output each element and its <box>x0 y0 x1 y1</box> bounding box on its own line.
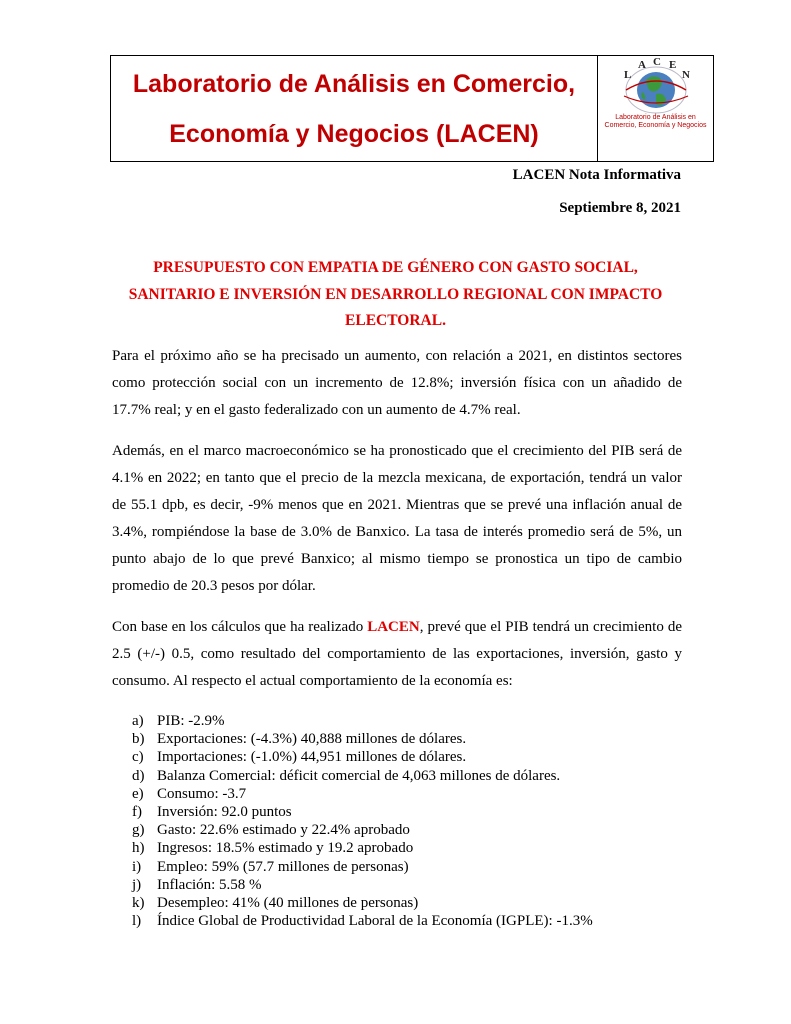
list-marker: c) <box>132 749 144 766</box>
globe-logo-icon <box>598 56 713 116</box>
list-item <box>132 839 593 857</box>
document-date: Septiembre 8, 2021 <box>559 200 681 216</box>
logo-letter-a: A <box>638 59 646 71</box>
paragraph-3-text-after: , prevé que el PIB tendrá un crecimiento de 2.5 (+/-) 0.5, como resultado del comportamiento de las exportaciones, inversión, gasto y consumo. Al respecto el actual comportamiento de la economía es: <box>112 619 682 689</box>
list-item <box>132 912 593 930</box>
list-item-text: Ingresos: 18.5% estimado y 19.2 aprobado <box>157 840 414 857</box>
title-line-1: Laboratorio de Análisis en Comercio, <box>132 69 576 98</box>
list-marker: b) <box>132 731 145 748</box>
paragraph-3 <box>112 614 682 695</box>
list-marker: a) <box>132 713 144 729</box>
list-marker: k) <box>132 894 145 911</box>
logo-caption <box>598 114 713 130</box>
paragraph-1: Para el próximo año se ha precisado un aumento, con relación a 2021, en distintos sectores como protección social con un incremento de 12.8%; inversión física con un añadido de 17.7% real; y en el gasto federalizado con un aumento de 4.7% real. <box>112 348 682 418</box>
list-item-text: Desempleo: 41% (40 millones de personas) <box>157 894 419 911</box>
list-item-text: Balanza Comercial: déficit comercial de 4,063 millones de dólares. <box>157 767 561 784</box>
paragraph-3-text-before: Con base en los cálculos que ha realizado <box>112 619 368 635</box>
title-line-2: Economía y Negocios (LACEN) <box>169 119 539 148</box>
logo-letter-c: C <box>653 56 661 68</box>
list-item-text: Gasto: 22.6% estimado y 22.4% aprobado <box>157 822 410 839</box>
logo-caption-line-2: Comercio, Economía y Negocios <box>604 122 707 129</box>
header-box <box>110 55 714 162</box>
list-item-text: Índice Global de Productividad Laboral de la Economía (IGPLE): -1.3% <box>157 913 593 930</box>
header-title <box>111 56 598 161</box>
document-type: LACEN Nota Informativa <box>512 167 681 183</box>
lacen-logo <box>598 56 713 161</box>
list-marker: d) <box>132 767 145 784</box>
list-item-text: Consumo: -3.7 <box>157 785 247 802</box>
logo-caption-line-1: Laboratorio de Análisis en <box>615 114 696 121</box>
list-item-text: PIB: -2.9% <box>157 713 225 729</box>
headline-line-2: SANITARIO E INVERSIÓN EN DESARROLLO REGIONAL CON IMPACTO <box>128 285 663 303</box>
indicator-list <box>132 712 593 930</box>
list-item <box>132 876 593 894</box>
list-item-text: Importaciones: (-1.0%) 44,951 millones de dólares. <box>157 749 467 766</box>
list-item-text: Inversión: 92.0 puntos <box>157 803 292 820</box>
list-item <box>132 858 593 876</box>
list-marker: j) <box>132 876 142 893</box>
list-marker: e) <box>132 785 144 802</box>
list-item <box>132 821 593 839</box>
list-item <box>132 894 593 912</box>
paragraph-3-lacen-highlight: LACEN <box>367 619 420 635</box>
list-item <box>132 785 593 803</box>
list-item <box>132 730 593 748</box>
paragraph-2: Además, en el marco macroeconómico se ha pronosticado que el crecimiento del PIB será de 4.1% en 2022; en tanto que el precio de la mezcla mexicana, de exportación, tendrá un valor de 55.1 dpb, es decir, -9% menos que en 2021. Mientras que se prevé una inflación anual de 3.4%, rompiéndose la base de 3.0% de Banxico. La tasa de interés promedio será de 5%, un punto abajo de lo que prevé Banxico; al mismo tiempo se pronostica un tipo de cambio promedio de 20.3 pesos por dólar. <box>112 443 682 594</box>
list-marker: i) <box>132 858 142 875</box>
list-item-text: Exportaciones: (-4.3%) 40,888 millones de dólares. <box>157 731 467 748</box>
headline <box>110 255 681 335</box>
list-item-text: Empleo: 59% (57.7 millones de personas) <box>157 858 409 875</box>
list-item <box>132 712 593 730</box>
list-marker: g) <box>132 822 145 839</box>
list-marker: h) <box>132 840 145 857</box>
list-item <box>132 767 593 785</box>
logo-letter-e: E <box>669 59 677 71</box>
list-item <box>132 748 593 766</box>
list-item-text: Inflación: 5.58 % <box>157 876 262 893</box>
list-marker: f) <box>132 803 142 820</box>
logo-letter-l: L <box>624 69 632 81</box>
list-item <box>132 803 593 821</box>
logo-letter-n: N <box>682 69 690 81</box>
headline-line-1: PRESUPUESTO CON EMPATIA DE GÉNERO CON GASTO SOCIAL, <box>153 259 638 276</box>
list-marker: l) <box>132 913 142 930</box>
headline-line-3: ELECTORAL. <box>345 312 446 329</box>
